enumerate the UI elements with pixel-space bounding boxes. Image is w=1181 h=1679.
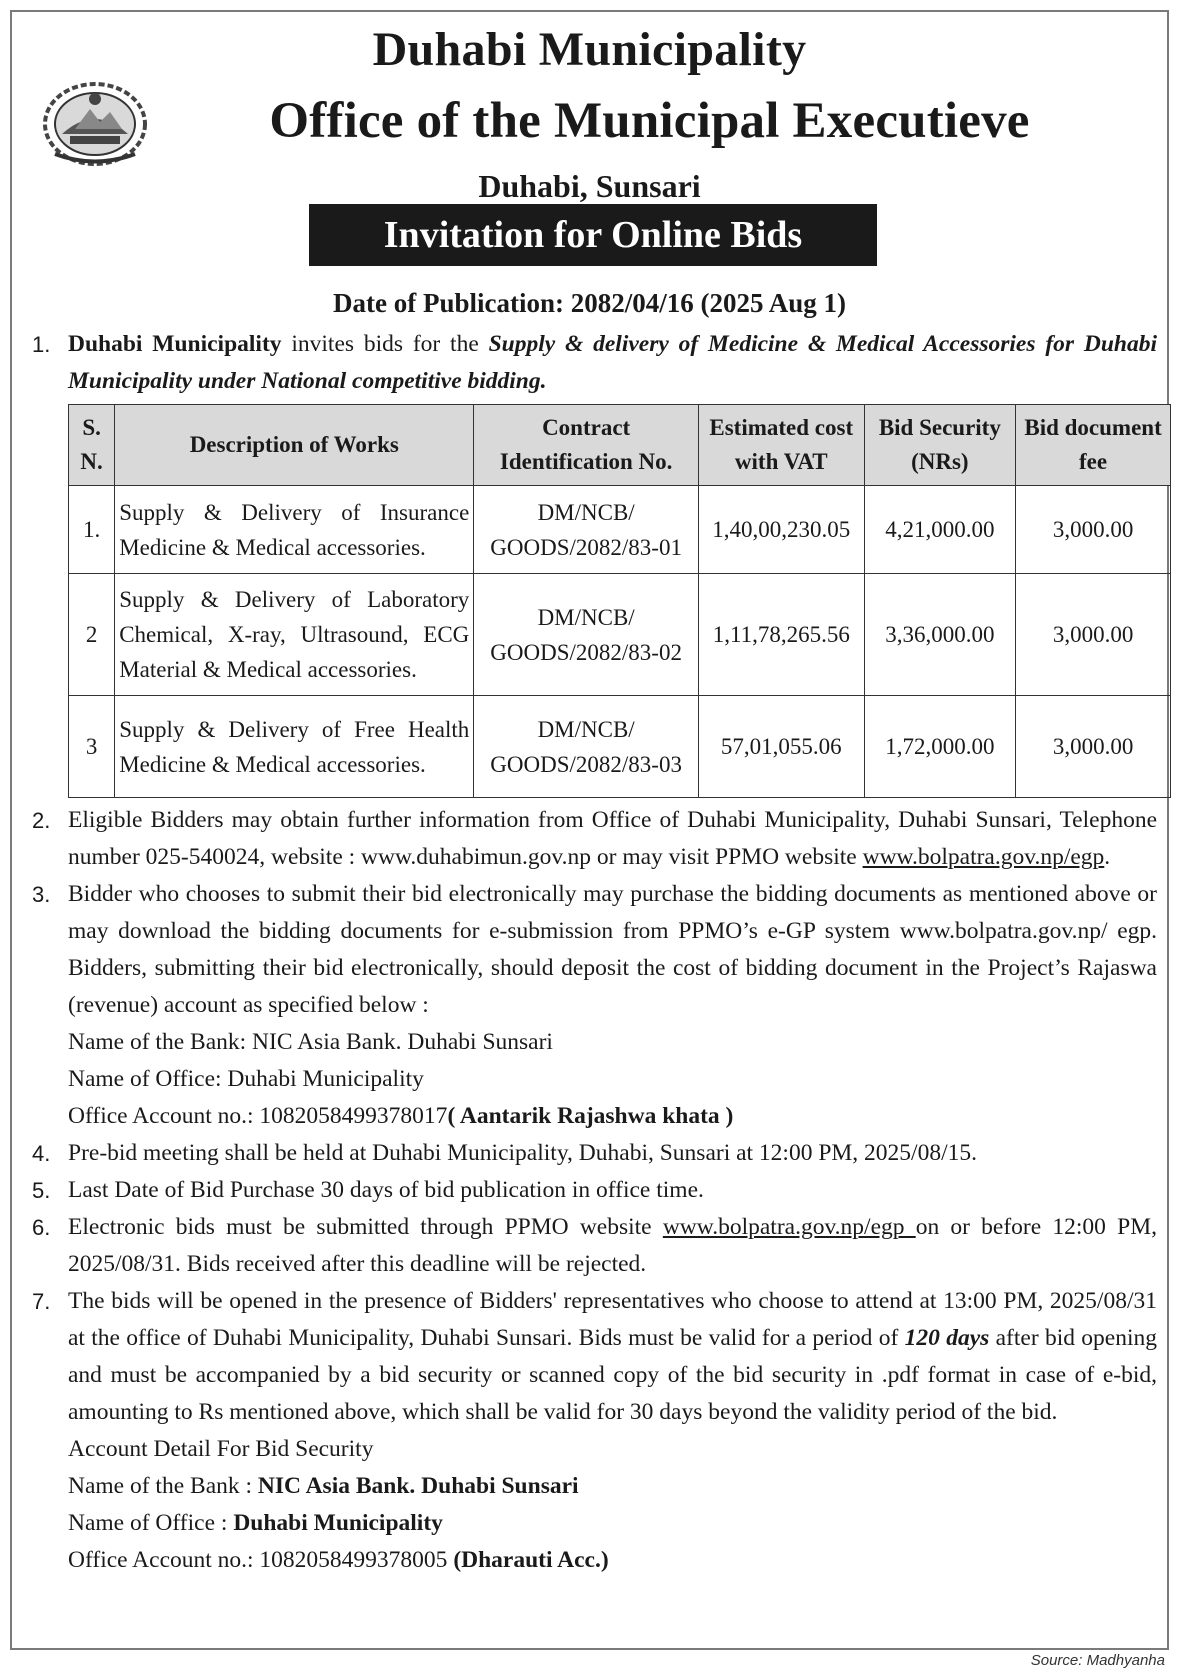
office-line	[68, 1505, 1157, 1542]
header-sn: S. N.	[69, 405, 115, 486]
notice-item-7	[22, 1283, 1157, 1579]
header-bid-security: Bid Security (NRs)	[864, 405, 1016, 486]
table-header-row	[69, 405, 1171, 486]
cell-description: Supply & Delivery of Laboratory Chemical, X-ray, Ultrasound, ECG Material & Medical accessories.	[115, 574, 474, 696]
cell-contract-id: DM/NCB/ GOODS/2082/83-01	[474, 486, 699, 574]
header-bid-fee: Bid document fee	[1016, 405, 1171, 486]
source-credit: Source: Madhyanha	[1030, 1652, 1165, 1669]
item-number: 7.	[32, 1289, 51, 1314]
item-text-plain: Eligible Bidders may obtain further information from Office of Duhabi Municipality, Duhabi Sunsari, Telephone number 025-540024, website : www.duhabimun.gov.np or may visit PPMO website	[68, 807, 1157, 870]
cell-estimated-cost: 57,01,055.06	[698, 696, 864, 798]
item-text	[68, 802, 1157, 876]
item-number: 6.	[32, 1215, 51, 1240]
account-line	[68, 1098, 1157, 1135]
item-number: 5.	[32, 1178, 51, 1203]
cell-contract-id: DM/NCB/ GOODS/2082/83-02	[474, 574, 699, 696]
bank-value: NIC Asia Bank. Duhabi Sunsari	[257, 1473, 579, 1499]
office-label: Name of Office :	[68, 1510, 234, 1536]
item-number: 2.	[32, 808, 51, 833]
account-number: Office Account no.: 1082058499378005	[68, 1547, 454, 1573]
item-text	[68, 876, 1157, 1135]
item-text	[68, 1283, 1157, 1579]
notice-item-3	[22, 876, 1157, 1135]
item-text	[68, 326, 1157, 400]
cell-bid-security: 3,36,000.00	[864, 574, 1016, 696]
notice-page	[10, 10, 1169, 1650]
table-row	[69, 696, 1171, 798]
item-text-emphasis: Supply & delivery of Medicine & Medical Accessories for Duhabi Municipality under National competitive bidding.	[68, 331, 1157, 394]
account-line	[68, 1542, 1157, 1579]
item-text-end: .	[1104, 844, 1111, 870]
bids-table	[68, 404, 1171, 798]
notice-content	[22, 326, 1162, 1579]
location-title: Duhabi, Sunsari	[478, 168, 701, 204]
cell-sn: 1.	[69, 486, 115, 574]
cell-description: Supply & Delivery of Free Health Medicine & Medical accessories.	[115, 696, 474, 798]
office-title: Office of the Municipal Executieve	[269, 93, 1030, 149]
table-row	[69, 574, 1171, 696]
item-text-plain: Bidder who chooses to submit their bid electronically may purchase the bidding documents as mentioned above or may download the bidding documents for e-submission from PPMO’s e-GP system www.bolpatra.gov.np/ egp. Bidders, submitting their bid electronically, should deposit the cost of bidding document in the Project’s Rajaswa (revenue) account as specified below :	[68, 881, 1157, 1018]
bolpatra-link[interactable]: www.bolpatra.gov.np/egp	[862, 844, 1105, 870]
notice-item-1	[22, 326, 1157, 400]
publication-date: Date of Publication: 2082/04/16 (2025 Aug 1)	[333, 288, 846, 318]
account-heading: Account Detail For Bid Security	[68, 1436, 374, 1462]
table-row	[69, 486, 1171, 574]
cell-sn: 2	[69, 574, 115, 696]
item-number: 4.	[32, 1141, 51, 1166]
notice-item-6	[22, 1209, 1157, 1283]
cell-estimated-cost: 1,40,00,230.05	[698, 486, 864, 574]
cell-bid-fee: 3,000.00	[1016, 574, 1171, 696]
item-number: 1.	[32, 332, 51, 357]
item-text-paragraph	[68, 1283, 1157, 1431]
header-description: Description of Works	[115, 405, 474, 486]
office-name: Name of Office: Duhabi Municipality	[68, 1066, 424, 1092]
validity-days: 120 days	[904, 1325, 990, 1351]
cell-sn: 3	[69, 696, 115, 798]
item-text: Last Date of Bid Purchase 30 days of bid publication in office time.	[68, 1177, 704, 1203]
cell-estimated-cost: 1,11,78,265.56	[698, 574, 864, 696]
notice-item-2	[22, 802, 1157, 876]
cell-description: Supply & Delivery of Insurance Medicine & Medical accessories.	[115, 486, 474, 574]
cell-bid-fee: 3,000.00	[1016, 486, 1171, 574]
item-text: Pre-bid meeting shall be held at Duhabi Municipality, Duhabi, Sunsari at 12:00 PM, 2025/08/15.	[68, 1140, 977, 1166]
notice-banner: Invitation for Online Bids	[309, 204, 877, 266]
item-number: 3.	[32, 882, 51, 907]
office-value: Duhabi Municipality	[233, 1510, 443, 1536]
cell-bid-security: 1,72,000.00	[864, 696, 1016, 798]
notice-item-4	[22, 1135, 1157, 1172]
bolpatra-link[interactable]: www.bolpatra.gov.np/egp	[662, 1214, 916, 1240]
municipality-name: Duhabi Municipality	[68, 331, 282, 357]
item-text-plain: invites bids for the	[281, 331, 489, 357]
municipality-title: Duhabi Municipality	[372, 23, 807, 76]
item-text-plain: Electronic bids must be submitted through PPMO website	[68, 1214, 663, 1240]
cell-bid-security: 4,21,000.00	[864, 486, 1016, 574]
header-contract-id: Contract Identification No.	[474, 405, 699, 486]
bank-name: Name of the Bank: NIC Asia Bank. Duhabi Sunsari	[68, 1029, 553, 1055]
bank-line	[68, 1468, 1157, 1505]
header-estimated-cost: Estimated cost with VAT	[698, 405, 864, 486]
account-number: Office Account no.: 1082058499378017	[68, 1103, 448, 1129]
item-text-plain-2: after bid opening and must be accompanied by a bid security or scanned copy of the bid security in .pdf format in case of e-bid, amounting to Rs mentioned above, which shall be valid for 30 days beyond the validity period of the bid.	[68, 1325, 1158, 1425]
item-text	[68, 1209, 1157, 1283]
notice-item-5	[22, 1172, 1157, 1209]
cell-bid-fee: 3,000.00	[1016, 696, 1171, 798]
bank-label: Name of the Bank :	[68, 1473, 258, 1499]
account-type: (Dharauti Acc.)	[453, 1547, 609, 1573]
account-type: ( Aantarik Rajashwa khata )	[447, 1103, 734, 1129]
item-text-plain: The bids will be opened in the presence of Bidders' representatives who choose to attend at 13:00 PM, 2025/08/31 at the office of Duhabi Municipality, Duhabi Sunsari. Bids must be valid for a period of	[68, 1288, 1157, 1351]
item-text-end: on or before 12:00 PM, 2025/08/31. Bids received after this deadline will be rejected.	[68, 1214, 1157, 1277]
cell-contract-id: DM/NCB/ GOODS/2082/83-03	[474, 696, 699, 798]
